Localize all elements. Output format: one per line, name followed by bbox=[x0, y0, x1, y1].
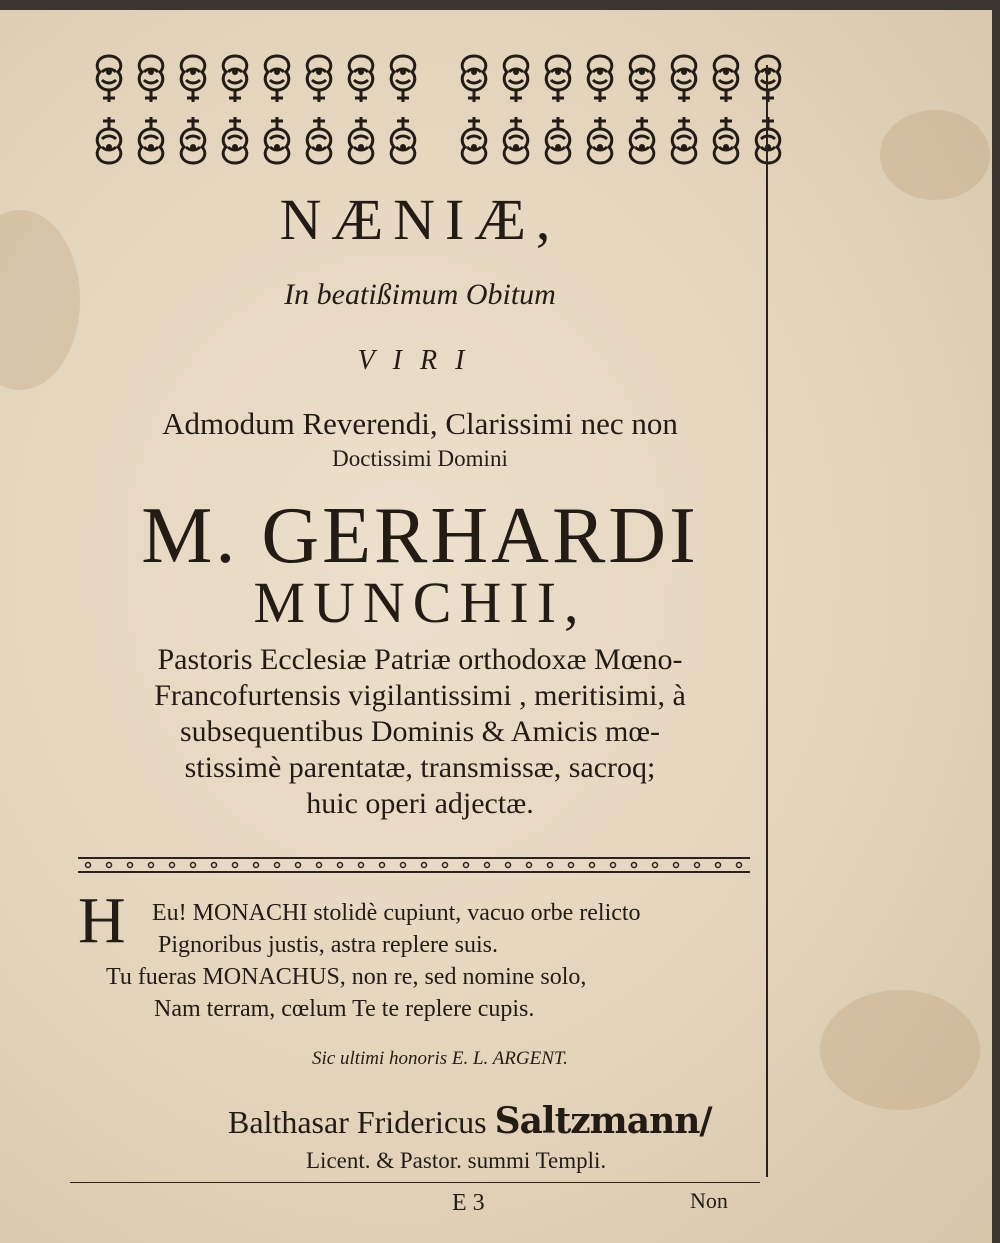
description-line: Francofurtensis vigilantissimi , meritisimi, à bbox=[154, 679, 686, 712]
paper-stain bbox=[820, 990, 980, 1110]
strip-dot bbox=[569, 863, 574, 868]
strip-dot bbox=[296, 863, 301, 868]
author-name: Balthasar Fridericus bbox=[228, 1104, 487, 1140]
author-title: Licent. & Pastor. summi Templi. bbox=[306, 1148, 607, 1173]
strip-dot bbox=[191, 863, 196, 868]
strip-dot bbox=[254, 863, 259, 868]
fleuron-icon bbox=[455, 52, 493, 167]
fleuron-icon bbox=[174, 52, 212, 167]
strip-dot bbox=[464, 863, 469, 868]
signature-mark: E 3 bbox=[452, 1190, 485, 1216]
footer-rule bbox=[70, 1182, 760, 1183]
fleuron-icon bbox=[581, 52, 619, 167]
fleuron-icon bbox=[497, 52, 535, 167]
fleuron-icon bbox=[539, 52, 577, 167]
strip-dot bbox=[674, 863, 679, 868]
strip-dot bbox=[86, 863, 91, 868]
poem-line: Nam terram, cœlum Te te replere cupis. bbox=[154, 996, 535, 1022]
fleuron-icon bbox=[342, 52, 380, 167]
strip-dot bbox=[632, 863, 637, 868]
strip-dot bbox=[317, 863, 322, 868]
description-line: stissimè parentatæ, transmissæ, sacroq; bbox=[184, 751, 656, 784]
strip-dot bbox=[170, 863, 175, 868]
fleuron-icon bbox=[749, 52, 787, 167]
strip-dot bbox=[590, 863, 595, 868]
fleuron-icon bbox=[384, 52, 422, 167]
book-page bbox=[0, 10, 992, 1243]
author-line bbox=[228, 1100, 712, 1142]
description-line: huic operi adjectæ. bbox=[306, 787, 534, 820]
ornament-band-right bbox=[455, 52, 787, 167]
strip-dot bbox=[527, 863, 532, 868]
fleuron-icon bbox=[300, 52, 338, 167]
strip-dot bbox=[401, 863, 406, 868]
catchword: Non bbox=[690, 1188, 728, 1213]
strip-dot bbox=[212, 863, 217, 868]
poem-line: Eu! MONACHI stolidè cupiunt, vacuo orbe relicto bbox=[152, 900, 641, 926]
strip-dot bbox=[107, 863, 112, 868]
strip-dot bbox=[128, 863, 133, 868]
decorative-border-strip bbox=[78, 855, 750, 875]
strip-dot bbox=[653, 863, 658, 868]
ornament-band-left bbox=[90, 52, 422, 167]
description-line: Pastoris Ecclesiæ Patriæ orthodoxæ Mœno- bbox=[157, 643, 683, 676]
fleuron-icon bbox=[216, 52, 254, 167]
strip-dot bbox=[611, 863, 616, 868]
name-gerhardi: M. GERHARDI bbox=[141, 492, 699, 580]
fleuron-icon bbox=[132, 52, 170, 167]
strip-dot bbox=[359, 863, 364, 868]
strip-dot bbox=[380, 863, 385, 868]
fleuron-icon bbox=[90, 52, 128, 167]
strip-dot bbox=[443, 863, 448, 868]
strip-dot bbox=[149, 863, 154, 868]
strip-dot bbox=[422, 863, 427, 868]
description-block bbox=[60, 642, 780, 822]
description-line: subsequentibus Dominis & Amicis mœ- bbox=[180, 715, 660, 748]
honorific-line-1: Admodum Reverendi, Clarissimi nec non bbox=[162, 406, 678, 441]
title-naeniae: NÆNIÆ, bbox=[279, 187, 561, 252]
strip-dot bbox=[737, 863, 742, 868]
strip-dot bbox=[506, 863, 511, 868]
strip-dot bbox=[485, 863, 490, 868]
drop-cap: H bbox=[78, 884, 126, 957]
honorific-line-2: Doctissimi Domini bbox=[332, 446, 508, 471]
paper-stain bbox=[880, 110, 990, 200]
fleuron-icon bbox=[707, 52, 745, 167]
poem-line: Tu fueras MONACHUS, non re, sed nomine solo, bbox=[106, 964, 587, 990]
fleuron-icon bbox=[665, 52, 703, 167]
poem-line: Pignoribus justis, astra replere suis. bbox=[158, 932, 498, 958]
fleuron-icon bbox=[258, 52, 296, 167]
title-viri: VIRI bbox=[357, 345, 483, 376]
fleuron-icon bbox=[623, 52, 661, 167]
strip-dot bbox=[548, 863, 553, 868]
strip-dot bbox=[338, 863, 343, 868]
author-surname: Saltzmann/ bbox=[494, 1100, 712, 1142]
strip-dot bbox=[233, 863, 238, 868]
name-munchii: MUNCHII, bbox=[253, 570, 587, 635]
strip-dot bbox=[716, 863, 721, 868]
strip-dot bbox=[695, 863, 700, 868]
strip-dot bbox=[275, 863, 280, 868]
subtitle-obitum: In beatißimum Obitum bbox=[284, 278, 556, 311]
dedication-line: Sic ultimi honoris E. L. ARGENT. bbox=[312, 1048, 568, 1069]
